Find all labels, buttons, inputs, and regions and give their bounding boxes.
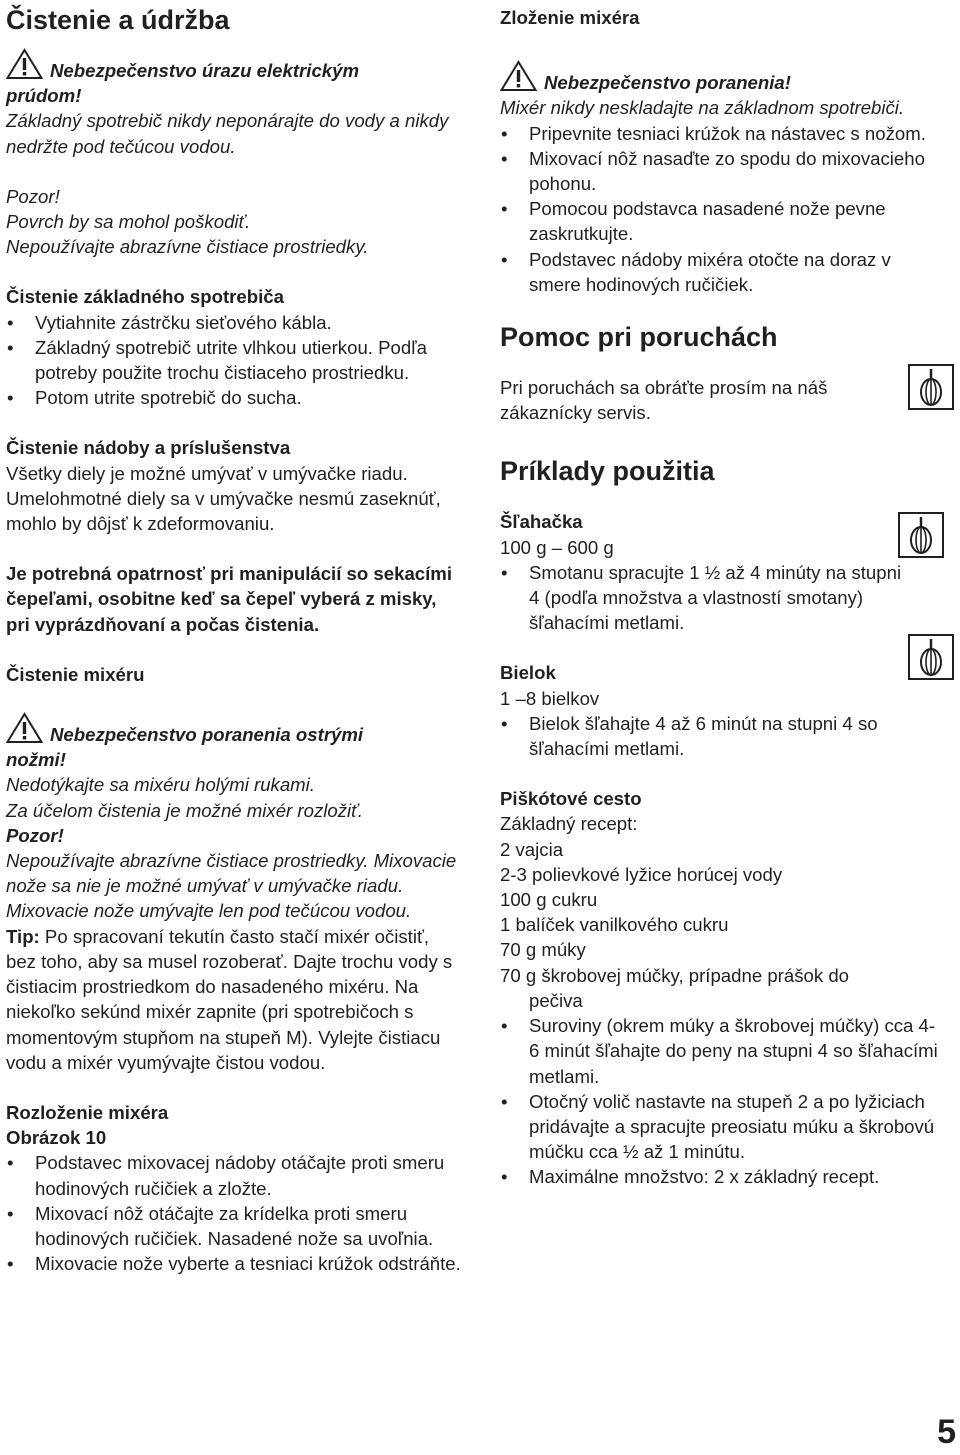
blade-warning [6,712,461,924]
recipe-line: 100 g cukru [500,889,598,911]
examples-title: Príklady použitia [500,456,715,487]
recipe-line-cont: pečiva [529,989,583,1011]
electric-shock-warning [6,48,461,159]
recipe-line: 2-3 polievkové lyžice horúcej vody [500,863,783,885]
caution-body: Nepoužívajte abrazívne čistiace prostriedky. [6,236,369,258]
section-heading-disassembly: Rozloženie mixéra [6,1101,169,1123]
section-heading-mixer: Čistenie mixéru [6,663,145,685]
assembly-list [500,121,945,297]
left-column [6,0,461,1276]
warning-body: Mixér nikdy neskladajte na základnom spotrebiči. [500,97,905,119]
list-item: • Smotanu spracujte 1 ½ až 4 minúty na stupni 4 (podľa množstva a vlastností smotany) šľahacími metlami. [500,560,910,636]
section-heading-base: Čistenie základného spotrebiča [6,286,284,308]
base-cleaning-list [6,310,461,411]
warning-title: Nebezpečenstvo úrazu elektrickým [50,60,359,81]
recipe-line: 70 g múky [500,939,586,961]
whisk-icon [908,364,954,410]
sponge-heading: Piškótové cesto [500,788,642,810]
warning-title-cont: prúdom! [6,85,82,107]
blade-caution: Je potrebná opatrnosť pri manipulácií so sekacími čepeľami, osobitne keď sa čepeľ vyberá z misky, pri vyprázdňovaní a počas čistenia. [6,563,452,635]
list-item: • Mixovací nôž otáčajte za krídelka proti smeru hodinových ručičiek. Nasadené nože sa uvoľnia. [6,1201,461,1251]
recipe-line: 1 balíček vanilkového cukru [500,914,729,936]
page-title: Čistenie a údržba [6,5,230,35]
list-item: • Otočný volič nastavte na stupeň 2 a po lyžiciach pridávajte a spracujte preosiatu múku a škrobovú múčku cca ½ až 1 minútu. [500,1089,945,1165]
warning-title: Nebezpečenstvo poranenia! [544,72,791,94]
egg-heading: Bielok [500,662,556,684]
bowl-body: Všetky diely je možné umývať v umývačke riadu. Umelohmotné diely sa v umývačke nesmú zaseknúť, mohlo by dôjsť k zdeformovaniu. [6,462,441,535]
recipe-line: 2 vajcia [500,838,564,860]
list-item: • Bielok šľahajte 4 až 6 minút na stupni 4 so šľahacími metlami. [500,711,945,761]
egg-amount: 1 –8 bielkov [500,687,600,709]
whip-amount: 100 g – 600 g [500,536,614,558]
warning-body: Základný spotrebič nikdy neponárajte do vody a nikdy nedržte pod tečúcou vodou. [6,110,449,157]
disassembly-list [6,1150,461,1276]
list-item: • Podstavec nádoby mixéra otočte na doraz v smere hodinových ručičiek. [500,247,945,297]
warning-body-2: Za účelom čistenia je možné mixér rozložiť. [6,799,363,821]
tip-body: Po spracovaní tekutín často stačí mixér očistiť, bez toho, aby sa musel rozoberať. Dajte trochu vody s čistiacim prostriedkom do nasadeného mixéru. Na niekoľko sekúnd mixér zapnite (pri spotrebičoch s momentovým stupňom na stupeň M). Vylejte čistiacu vodu a mixér vyumývajte čistou vodou. [6,925,453,1073]
list-item: • Pripevnite tesniaci krúžok na nástavec s nožom. [500,121,945,146]
warning-body-1: Nedotýkajte sa mixéru holými rukami. [6,774,315,796]
egg-list [500,711,945,761]
help-body: Pri poruchách sa obráťte prosím na náš zákaznícky servis. [500,377,828,424]
warning-triangle-icon [6,712,43,744]
tip-paragraph [6,924,461,1075]
list-item: • Maximálne množstvo: 2 x základný recept. [500,1164,945,1189]
warning-title-cont: nožmi! [6,749,66,771]
help-title: Pomoc pri poruchách [500,322,778,353]
right-column [500,0,945,1190]
list-item: • Mixovací nôž nasaďte zo spodu do mixovacieho pohonu. [500,146,945,196]
whip-heading: Šľahačka [500,511,583,533]
warning-triangle-icon [500,60,537,92]
list-item: • Pomocou podstavca nasadené nože pevne zaskrutkujte. [500,196,945,246]
section-heading-assembly: Zloženie mixéra [500,7,640,28]
section-heading-bowl: Čistenie nádoby a príslušenstva [6,437,291,459]
page-number: 5 [937,1413,956,1451]
recipe-line: 70 g škrobovej múčky, prípadne prášok do [500,964,849,986]
list-item: • Podstavec mixovacej nádoby otáčajte proti smeru hodinových ručičiek a zložte. [6,1150,461,1200]
caution-label: Pozor! [6,824,64,846]
list-item: • Vytiahnite zástrčku sieťového kábla. [6,310,461,335]
list-item: • Suroviny (okrem múky a škrobovej múčky) cca 4-6 minút šľahajte do peny na stupni 4 so šľahacími metlami. [500,1013,945,1089]
caution-body: Nepoužívajte abrazívne čistiace prostriedky. Mixovacie nože sa nie je možné umývať v umývačke riadu. Mixovacie nože umývajte len pod tečúcou vodou. [6,850,457,922]
surface-caution [6,184,461,260]
caution-title: Povrch by sa mohol poškodiť. [6,211,251,233]
caution-label: Pozor! [6,185,60,207]
recipe-line: Základný recept: [500,813,638,835]
figure-reference: Obrázok 10 [6,1127,107,1149]
whisk-icon [908,634,954,680]
list-item: • Základný spotrebič utrite vlhkou utierkou. Podľa potreby použite trochu čistiaceho prostriedku. [6,335,461,385]
sponge-list [500,1013,945,1189]
assembly-warning [500,60,945,120]
warning-triangle-icon [6,48,43,80]
list-item: • Mixovacie nože vyberte a tesniaci krúžok odstráňte. [6,1251,461,1276]
tip-label: Tip: [6,925,40,947]
whip-list [500,560,910,636]
warning-title: Nebezpečenstvo poranenia ostrými [50,724,364,746]
list-item: • Potom utrite spotrebič do sucha. [6,385,461,410]
whisk-icon [898,512,944,558]
